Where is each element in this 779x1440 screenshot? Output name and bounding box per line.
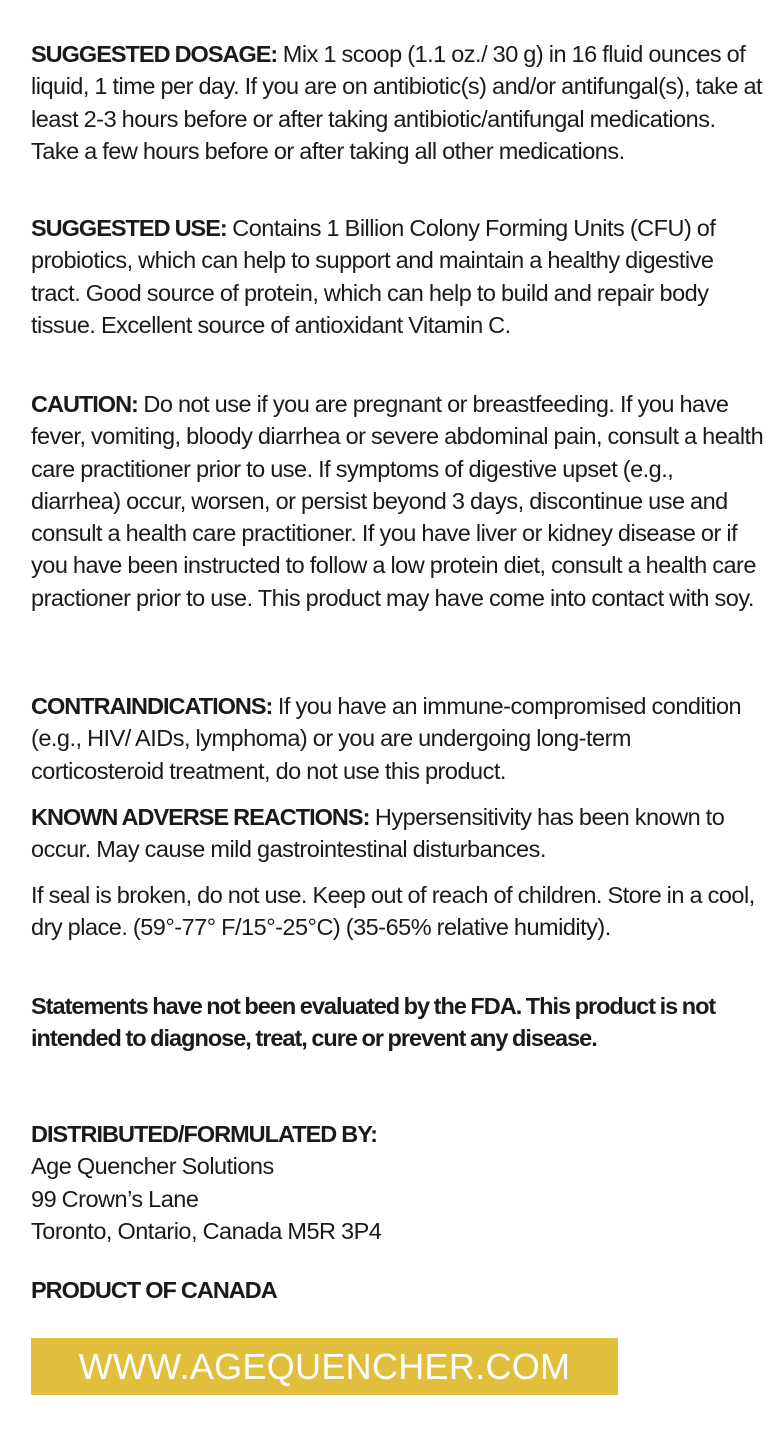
suggested-dosage-heading: SUGGESTED DOSAGE: [31,41,278,67]
product-origin-text: PRODUCT OF CANADA [31,1277,277,1303]
contraindications-heading: CONTRAINDICATIONS: [31,693,273,719]
suggested-use-text: Contains 1 Billion Colony Forming Units (CFU) of probiotics, which can help to support and maintain a healthy digestive tract. Good source of protein, which can help to build and repair body tissue. Excellent source of antioxidant Vitamin C. [31,215,716,338]
fda-disclaimer-text: Statements have not been evaluated by the FDA. This product is not intended to diagnose, treat, cure or prevent any disease. [31,993,716,1052]
distributor-name: Age Quencher Solutions [31,1153,274,1180]
website-url: WWW.AGEQUENCHER.COM [78,1345,571,1387]
contraindications-paragraph [31,690,766,787]
distributor-city: Toronto, Ontario, Canada M5R 3P4 [31,1217,382,1244]
adverse-reactions-heading: KNOWN ADVERSE REACTIONS: [31,804,370,830]
adverse-reactions-section [31,801,766,866]
caution-section [31,388,766,614]
product-origin-section [31,1274,766,1306]
suggested-use-section [31,212,766,341]
suggested-use-heading: SUGGESTED USE: [31,215,227,241]
caution-paragraph [31,388,766,614]
storage-section [31,879,766,944]
adverse-reactions-paragraph [31,801,766,866]
fda-disclaimer-section [31,990,766,1055]
contraindications-text: If you have an immune-compromised condition (e.g., HIV/ AIDs, lymphoma) or you are undergoing long-term corticosteroid treatment, do not use this product. [31,693,742,784]
caution-heading: CAUTION: [31,391,138,417]
caution-text: Do not use if you are pregnant or breastfeeding. If you have fever, vomiting, bloody diarrhea or severe abdominal pain, consult a health care practitioner prior to use. If symptoms of digestive upset (e.g., diarrhea) occur, worsen, or persist beyond 3 days, discontinue use and consult a health care practitioner. If you have liver or kidney disease or if you have been instructed to follow a low protein diet, consult a health care practioner prior to use. This product may have come into contact with soy. [31,391,764,611]
contraindications-section [31,690,766,787]
suggested-use-paragraph [31,212,766,341]
adverse-reactions-text: Hypersensitivity has been known to occur. May cause mild gastrointestinal disturbances. [31,804,725,863]
distributor-section [31,1118,766,1247]
distributor-heading: DISTRIBUTED/FORMULATED BY: [31,1121,377,1147]
website-banner [31,1338,618,1395]
storage-text: If seal is broken, do not use. Keep out of reach of children. Store in a cool, dry place. (59°-77° F/15°-25°C) (35-65% relative humidity). [31,882,755,941]
distributor-street: 99 Crown’s Lane [31,1185,199,1212]
suggested-dosage-paragraph [31,38,766,167]
suggested-dosage-section [31,38,766,167]
suggested-dosage-text: Mix 1 scoop (1.1 oz./ 30 g) in 16 fluid ounces of liquid, 1 time per day. If you are on antibiotic(s) and/or antifungal(s), take at least 2-3 hours before or after taking antibiotic/antifungal medications. Take a few hours before or after taking all other medications. [31,41,763,164]
